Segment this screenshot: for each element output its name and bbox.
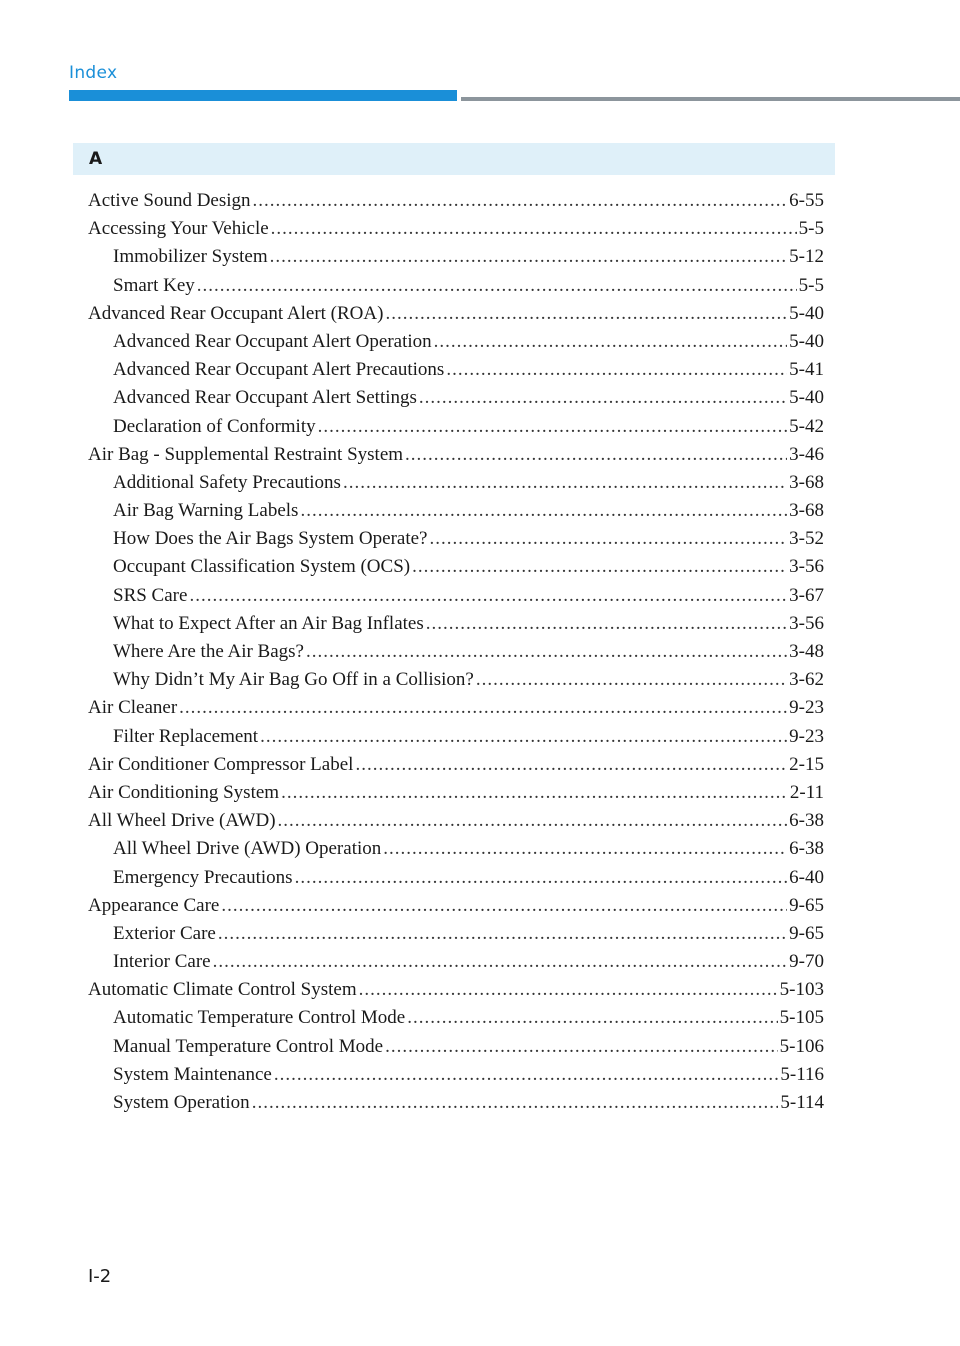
entry-page-number: 3-56 xyxy=(789,612,824,634)
index-subentry[interactable] xyxy=(88,272,824,300)
index-subentry[interactable] xyxy=(88,1004,824,1032)
dot-leader xyxy=(189,582,787,610)
index-entry[interactable] xyxy=(88,215,824,243)
dot-leader xyxy=(407,1004,777,1032)
entry-label: Occupant Classification System (OCS) xyxy=(113,556,411,578)
index-subentry[interactable] xyxy=(88,469,824,497)
entry-page-number: 3-56 xyxy=(789,556,824,578)
index-subentry[interactable] xyxy=(88,610,824,638)
index-subentry[interactable] xyxy=(88,920,824,948)
index-subentry[interactable] xyxy=(88,497,824,525)
index-subentry[interactable] xyxy=(88,638,824,666)
dot-leader xyxy=(221,892,787,920)
entry-label: SRS Care xyxy=(113,584,188,606)
entry-label: Interior Care xyxy=(113,951,211,973)
index-subentry[interactable] xyxy=(88,723,824,751)
index-subentry[interactable] xyxy=(88,582,824,610)
dot-leader xyxy=(253,187,788,215)
entry-page-number: 5-5 xyxy=(798,274,824,296)
dot-leader xyxy=(179,694,787,722)
index-subentry[interactable] xyxy=(88,1089,824,1117)
entry-page-number: 6-40 xyxy=(789,866,824,888)
entry-label: Advanced Rear Occupant Alert Precautions xyxy=(113,359,445,381)
entry-page-number: 9-65 xyxy=(789,922,824,944)
section-heading-band xyxy=(73,143,835,175)
index-subentry[interactable] xyxy=(88,1033,824,1061)
dot-leader xyxy=(218,920,787,948)
entry-page-number: 3-46 xyxy=(789,443,824,465)
entry-label: Manual Temperature Control Mode xyxy=(113,1035,384,1057)
index-subentry[interactable] xyxy=(88,553,824,581)
entry-label: Air Bag Warning Labels xyxy=(113,500,299,522)
dot-leader xyxy=(270,243,788,271)
dot-leader xyxy=(281,779,788,807)
entry-label: Automatic Climate Control System xyxy=(88,979,357,1001)
entry-label: Exterior Care xyxy=(113,922,216,944)
index-subentry[interactable] xyxy=(88,666,824,694)
entry-page-number: 5-41 xyxy=(789,359,824,381)
dot-leader xyxy=(434,328,788,356)
index-entry[interactable] xyxy=(88,441,824,469)
entry-page-number: 5-5 xyxy=(798,218,824,240)
entry-page-number: 9-70 xyxy=(789,951,824,973)
entry-page-number: 5-40 xyxy=(789,302,824,324)
entry-label: Air Conditioning System xyxy=(88,781,280,803)
entry-page-number: 5-12 xyxy=(789,246,824,268)
entry-label: Smart Key xyxy=(113,274,195,296)
dot-leader xyxy=(446,356,787,384)
entry-label: System Maintenance xyxy=(113,1063,272,1085)
dot-leader xyxy=(355,751,787,779)
index-entry[interactable] xyxy=(88,892,824,920)
index-subentry[interactable] xyxy=(88,328,824,356)
dot-leader xyxy=(343,469,787,497)
index-subentry[interactable] xyxy=(88,864,824,892)
entry-label: Why Didn’t My Air Bag Go Off in a Collision? xyxy=(113,669,474,691)
entry-page-number: 5-106 xyxy=(779,1035,824,1057)
entry-label: Advanced Rear Occupant Alert Operation xyxy=(113,330,432,352)
index-entry[interactable] xyxy=(88,807,824,835)
index-entry[interactable] xyxy=(88,694,824,722)
section-letter: A xyxy=(89,149,103,169)
index-subentry[interactable] xyxy=(88,356,824,384)
dot-leader xyxy=(260,723,787,751)
entry-page-number: 6-55 xyxy=(789,190,824,211)
entry-page-number: 9-65 xyxy=(789,894,824,916)
entry-page-number: 3-62 xyxy=(789,669,824,691)
dot-leader xyxy=(295,864,788,892)
dot-leader xyxy=(213,948,788,976)
dot-leader xyxy=(385,300,787,328)
entry-label: Accessing Your Vehicle xyxy=(88,218,269,240)
entry-label: Active Sound Design xyxy=(88,190,251,211)
entry-page-number: 2-15 xyxy=(789,753,824,775)
dot-leader xyxy=(426,610,787,638)
entry-label: Advanced Rear Occupant Alert Settings xyxy=(113,387,417,409)
entry-label: Advanced Rear Occupant Alert (ROA) xyxy=(88,302,384,324)
index-subentry[interactable] xyxy=(88,1061,824,1089)
dot-leader xyxy=(430,525,788,553)
index-entry[interactable] xyxy=(88,976,824,1004)
entry-label: All Wheel Drive (AWD) Operation xyxy=(113,838,382,860)
dot-leader xyxy=(383,835,787,863)
entry-label: Air Conditioner Compressor Label xyxy=(88,753,354,775)
header-rule-gray xyxy=(461,97,960,101)
entry-label: How Does the Air Bags System Operate? xyxy=(113,528,428,550)
index-entry[interactable] xyxy=(88,300,824,328)
entry-label: Air Cleaner xyxy=(88,697,178,719)
entry-page-number: 9-23 xyxy=(789,697,824,719)
index-entry[interactable] xyxy=(88,751,824,779)
entry-label: All Wheel Drive (AWD) xyxy=(88,810,276,832)
entry-page-number: 5-105 xyxy=(779,1007,824,1029)
entry-page-number: 3-68 xyxy=(789,471,824,493)
entry-label: Automatic Temperature Control Mode xyxy=(113,1007,406,1029)
index-entry[interactable] xyxy=(88,187,824,215)
entry-page-number: 2-11 xyxy=(789,781,824,803)
index-subentry[interactable] xyxy=(88,384,824,412)
dot-leader xyxy=(318,413,788,441)
entry-label: Emergency Precautions xyxy=(113,866,293,888)
entry-page-number: 3-68 xyxy=(789,500,824,522)
entry-label: Air Bag - Supplemental Restraint System xyxy=(88,443,404,465)
entry-page-number: 5-116 xyxy=(780,1063,824,1085)
dot-leader xyxy=(385,1033,778,1061)
entry-label: System Operation xyxy=(113,1092,250,1113)
index-subentry[interactable] xyxy=(88,243,824,271)
entry-page-number: 5-114 xyxy=(780,1092,824,1113)
index-subentry[interactable] xyxy=(88,413,824,441)
entry-page-number: 5-42 xyxy=(789,415,824,437)
dot-leader xyxy=(359,976,778,1004)
index-subentry[interactable] xyxy=(88,948,824,976)
index-subentry[interactable] xyxy=(88,835,824,863)
entry-label: Additional Safety Precautions xyxy=(113,471,341,493)
footer-page-number: I-2 xyxy=(88,1266,112,1287)
entry-label: Declaration of Conformity xyxy=(113,415,316,437)
dot-leader xyxy=(274,1061,779,1089)
entry-label: Where Are the Air Bags? xyxy=(113,641,304,662)
entry-page-number: 6-38 xyxy=(789,838,824,860)
index-subentry[interactable] xyxy=(88,525,824,553)
entry-page-number: 3-52 xyxy=(789,528,824,550)
entry-label: Filter Replacement xyxy=(113,725,259,747)
entry-page-number: 5-40 xyxy=(789,387,824,409)
entry-label: Appearance Care xyxy=(88,894,220,916)
entry-label: Immobilizer System xyxy=(113,246,268,268)
dot-leader xyxy=(405,441,787,469)
dot-leader xyxy=(476,666,787,694)
header-rule-blue xyxy=(69,90,457,101)
entry-page-number: 3-67 xyxy=(789,584,824,606)
dot-leader xyxy=(300,497,787,525)
entry-page-number: 3-48 xyxy=(789,641,824,662)
dot-leader xyxy=(197,272,797,300)
entry-page-number: 5-40 xyxy=(789,330,824,352)
entry-page-number: 9-23 xyxy=(789,725,824,747)
dot-leader xyxy=(419,384,787,412)
dot-leader xyxy=(271,215,797,243)
dot-leader xyxy=(412,553,787,581)
entry-page-number: 6-38 xyxy=(789,810,824,832)
index-entry[interactable] xyxy=(88,779,824,807)
header-title: Index xyxy=(69,63,118,83)
dot-leader xyxy=(306,638,787,666)
entry-label: What to Expect After an Air Bag Inflates xyxy=(113,612,424,634)
dot-leader xyxy=(278,807,788,835)
index-entry-list xyxy=(88,187,824,1117)
dot-leader xyxy=(252,1089,779,1117)
entry-page-number: 5-103 xyxy=(779,979,824,1001)
